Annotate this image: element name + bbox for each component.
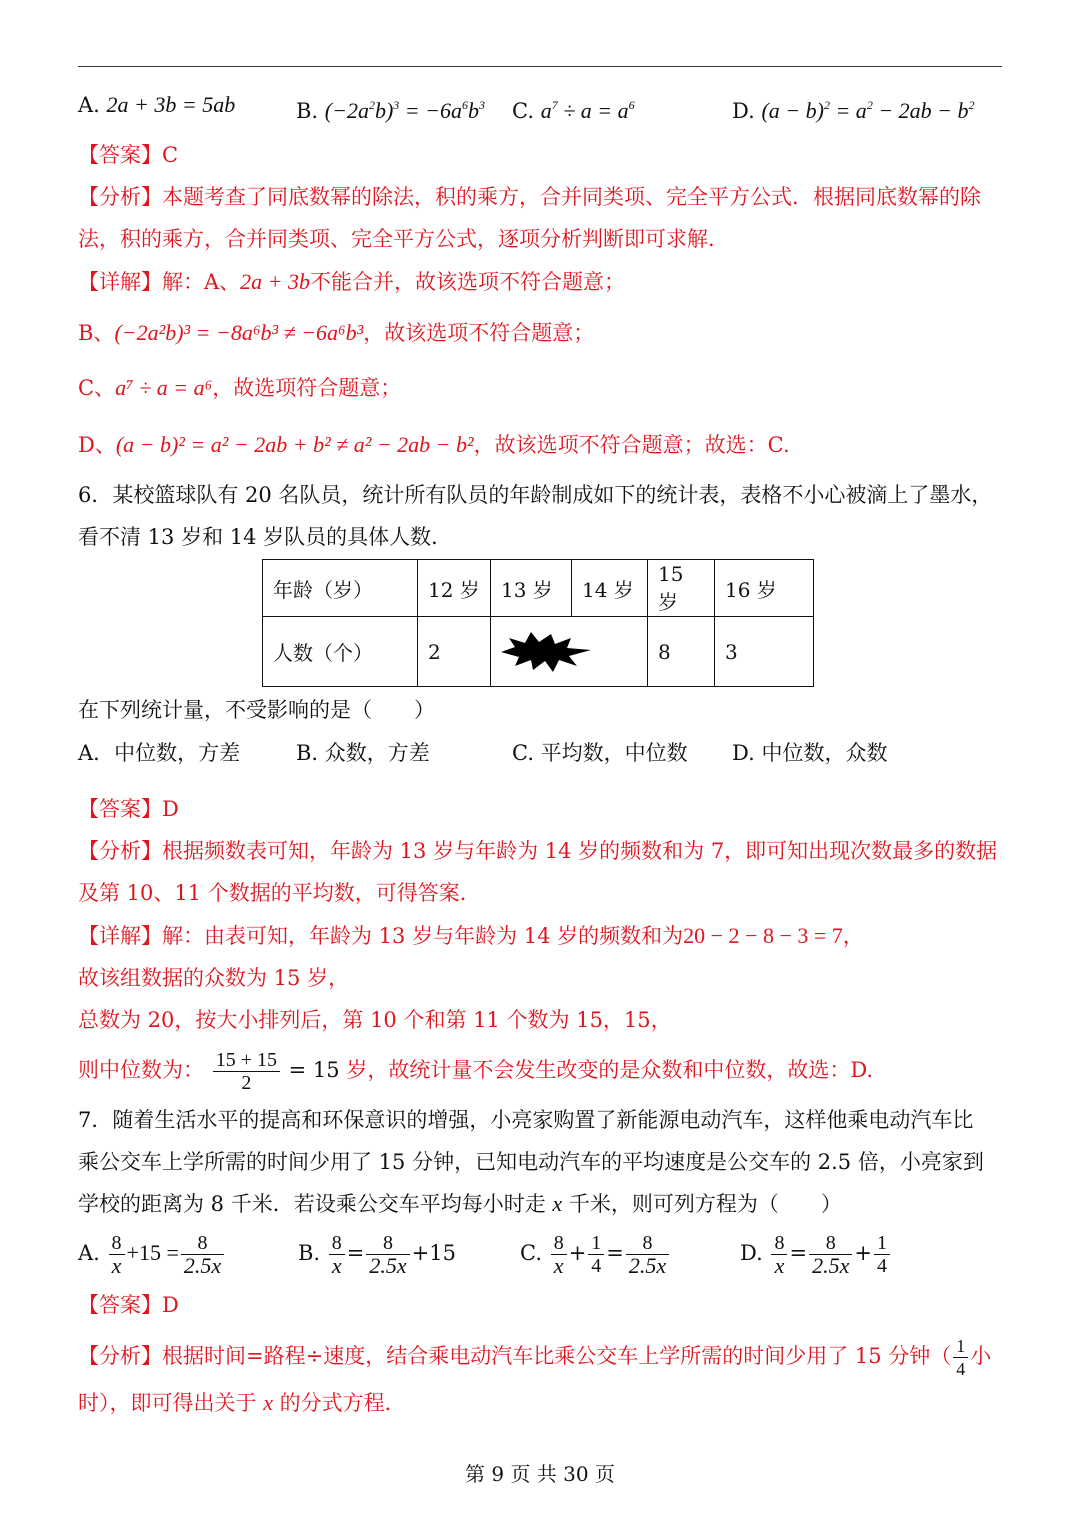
table-cell: 年龄（岁） <box>263 560 418 617</box>
table-cell: 12 岁 <box>418 560 491 617</box>
table-cell: 16 岁 <box>715 560 814 617</box>
q6-stem-line2: 看不清 13 岁和 14 岁队员的具体人数． <box>78 525 453 549</box>
q5-analysis-line1: 【分析】本题考查了同底数幂的除法，积的乘方，合并同类项、完全平方公式．根据同底数幂的除 <box>78 185 981 209</box>
table-cell: 2 <box>418 617 491 687</box>
q5-detail-a: 【详解】解：A、2a + 3b不能合并，故该选项不符合题意； <box>78 269 626 294</box>
q7-stem-line3: 学校的距离为 8 千米．若设乘公交车平均每小时走 x 千米，则可列方程为（ ） <box>78 1191 842 1216</box>
ink-blot-icon <box>501 632 591 672</box>
q5-option-d: D. $(a - b)^2 = a^2 - 2ab - b^2$ <box>732 98 975 123</box>
q7-answer: 【答案】D <box>78 1293 179 1317</box>
q5-detail-b: B、(−2a²b)³ = −8a⁶b³ ≠ −6a⁶b³，故该选项不符合题意； <box>78 320 595 345</box>
q6-option-a: A．中位数，方差 <box>78 741 241 765</box>
q6-question: 在下列统计量，不受影响的是（ ） <box>78 698 435 722</box>
q6-detail-line1: 【详解】解：由表可知，年龄为 13 岁与年龄为 14 岁的频数和为20 − 2 − 8 − 3 = 7， <box>78 923 864 948</box>
q5-answer: 【答案】C <box>78 143 179 167</box>
table-cell: 人数（个） <box>263 617 418 687</box>
q6-option-d: D. 中位数，众数 <box>732 741 888 765</box>
q7-stem-line1: 7．随着生活水平的提高和环保意识的增强，小亮家购置了新能源电动汽车，这样他乘电动汽车比 <box>78 1108 974 1132</box>
q5-detail-c: C、a⁷ ÷ a = a⁶，故选项符合题意； <box>78 375 402 400</box>
q5-option-c: C. $a^7 \div a = a^6$ <box>512 98 635 123</box>
table-cell: 14 岁 <box>572 560 648 617</box>
ink-blot-cell <box>491 617 648 687</box>
q5-option-b: B. $(-2a^2b)^3 = -6a^6b^3$ <box>296 98 485 123</box>
median-fraction: $\frac{15 + 15}{2}$ <box>213 1049 280 1094</box>
q6-detail-line4: 则中位数为： $\frac{15 + 15}{2}$ = 15 岁，故统计量不会发生改变的是众数和中位数，故选：D. <box>78 1049 874 1094</box>
q6-option-c: C. 平均数，中位数 <box>512 741 688 765</box>
q7-option-b: B. $\frac{8}{x}$ = $\frac{8}{2.5x}$ +15 <box>298 1232 456 1278</box>
q6-stem-line1: 6．某校篮球队有 20 名队员，统计所有队员的年龄制成如下的统计表，表格不小心被滴上了墨水， <box>78 483 993 507</box>
q7-analysis-line1: 【分析】根据时间=路程÷速度，结合乘电动汽车比乘公交车上学所需的时间少用了 15 分钟（ $\frac{1}{4}$ 小 <box>78 1336 992 1379</box>
q6-analysis-line2: 及第 10、11 个数据的平均数，可得答案． <box>78 881 481 905</box>
q6-detail-line2: 故该组数据的众数为 15 岁， <box>78 966 350 990</box>
q5-option-a: A. 2a + 3b = 5ab <box>78 92 236 117</box>
q7-analysis-line2: 时），即可得出关于 x 的分式方程． <box>78 1390 406 1415</box>
q5-detail-d: D、(a − b)² = a² − 2ab + b² ≠ a² − 2ab − b²，故该选项不符合题意；故选：C. <box>78 432 790 457</box>
q6-detail-line3: 总数为 20，按大小排列后，第 10 个和第 11 个数为 15，15， <box>78 1008 672 1032</box>
table-row <box>263 617 814 687</box>
table-header-row <box>263 560 814 617</box>
q7-option-d: D. $\frac{8}{x}$ = $\frac{8}{2.5x}$ + $\frac{1}{4}$ <box>740 1228 892 1278</box>
q6-analysis-line1: 【分析】根据频数表可知，年龄为 13 岁与年龄为 14 岁的频数和为 7，即可知出现次数最多的数据 <box>78 839 998 863</box>
age-frequency-table <box>262 559 814 687</box>
q6-option-b: B. 众数，方差 <box>296 741 430 765</box>
table-cell: 3 <box>715 617 814 687</box>
header-rule <box>78 66 1002 67</box>
page-footer: 第 9 页 共 30 页 <box>465 1462 615 1486</box>
table-cell: 15 岁 <box>648 560 715 617</box>
q7-stem-line2: 乘公交车上学所需的时间少用了 15 分钟，已知电动汽车的平均速度是公交车的 2.5 倍，小亮家到 <box>78 1150 984 1174</box>
q5-analysis-line2: 法，积的乘方，合并同类项、完全平方公式，逐项分析判断即可求解． <box>78 227 729 251</box>
q7-option-a: A. $\frac{8}{x}$ +15 = $\frac{8}{2.5x}$ <box>78 1228 226 1278</box>
q7-option-c: C. $\frac{8}{x}$ + $\frac{1}{4}$ = $\frac{8}{2.5x}$ <box>520 1228 671 1278</box>
table-cell: 13 岁 <box>491 560 572 617</box>
table-cell: 8 <box>648 617 715 687</box>
q6-answer: 【答案】D <box>78 797 179 821</box>
